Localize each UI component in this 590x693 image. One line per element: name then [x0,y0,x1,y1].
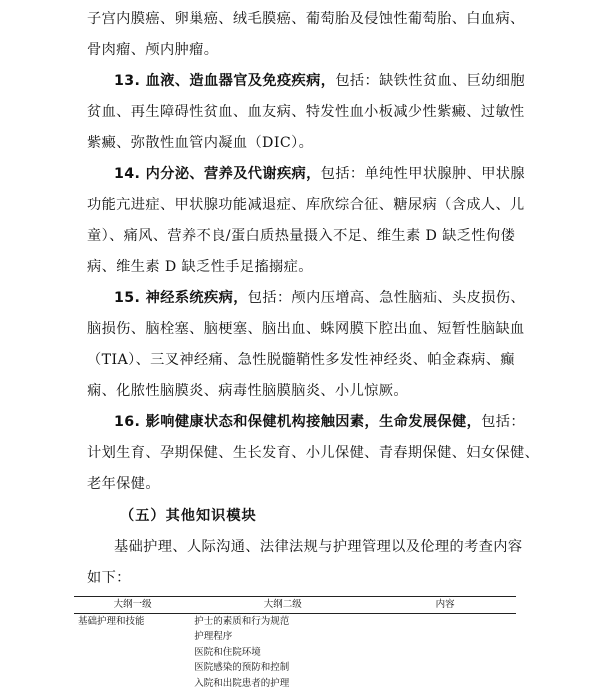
p13-line-1 [114,71,544,91]
cell-level2 [191,613,374,691]
other-line-2: 如下： [87,570,131,586]
p15-heading: 15. 神经系统疾病， [114,290,248,306]
header-content: 内容 [374,597,516,614]
p15-line-1-rest: 包括：颅内压增高、急性脑疝、头皮损伤、 [247,290,525,306]
p14-line-1-rest: 包括：单纯性甲状腺肿、甲状腺 [320,166,525,182]
p14-line-4: 病、维生素 D 缺乏性手足搐搦症。 [87,259,313,275]
p13-heading: 13. 血液、造血器官及免疫疾病， [114,73,336,89]
p13-line-3: 紫癜、弥散性血管内凝血（DIC）。 [87,135,314,151]
p15-line-1 [114,288,544,308]
header-level1: 大纲一级 [74,597,191,614]
level2-item: 护理程序 [194,631,233,642]
level2-item: 入院和出院患者的护理 [194,677,290,689]
table-header-row [74,597,516,614]
p15-line-3: （TIA）、三叉神经痛、急性脱髓鞘性多发性神经炎、帕金森病、癫 [87,352,515,368]
p15-line-2: 脑损伤、脑栓塞、脑梗塞、脑出血、蛛网膜下腔出血、短暂性脑缺血 [87,321,525,337]
p16-line-3: 老年保健。 [87,476,160,492]
p16-line-2: 计划生育、孕期保健、生长发育、小儿保健、青春期保健、妇女保健、 [87,445,540,461]
header-level2: 大纲二级 [191,597,374,614]
p14-heading: 14. 内分泌、营养及代谢疾病， [114,166,321,182]
p14-line-3: 童）、痛风、营养不良/蛋白质热量摄入不足、维生素 D 缺乏性佝偻 [87,228,516,244]
level2-item: 护士的素质和行为规范 [194,615,290,627]
p13-line-1-rest: 包括：缺铁性贫血、巨幼细胞 [335,73,525,89]
p16-line-1-rest: 包括： [481,414,525,430]
level2-item: 医院感染的预防和控制 [194,662,290,673]
p12-line-1: 子宫内膜癌、卵巢癌、绒毛膜癌、葡萄胎及侵蚀性葡萄胎、白血病、 [87,11,525,27]
p12-line-2: 骨肉瘤、颅内肿瘤。 [87,42,219,58]
p16-line-1 [114,412,544,432]
cell-level1: 基础护理和技能 [78,615,145,627]
p15-line-4: 痫、化脓性脑膜炎、病毒性脑膜脑炎、小儿惊厥。 [87,383,408,399]
other-line-1: 基础护理、人际沟通、法律法规与护理管理以及伦理的考查内容 [114,539,523,555]
p13-line-2: 贫血、再生障碍性贫血、血友病、特发性血小板减少性紫癜、过敏性 [87,104,525,120]
level2-item: 医院和住院环境 [194,646,261,658]
cell-content [374,613,516,691]
p16-heading: 16. 影响健康状态和保健机构接触因素，生命发展保健， [114,414,482,430]
p14-line-2: 功能亢进症、甲状腺功能减退症、库欣综合征、糖尿病（含成人、儿 [87,197,525,213]
p14-line-1 [114,164,544,184]
syllabus-table [74,596,516,691]
table-row [74,613,516,691]
section-heading: （五）其他知识模块 [120,508,257,524]
